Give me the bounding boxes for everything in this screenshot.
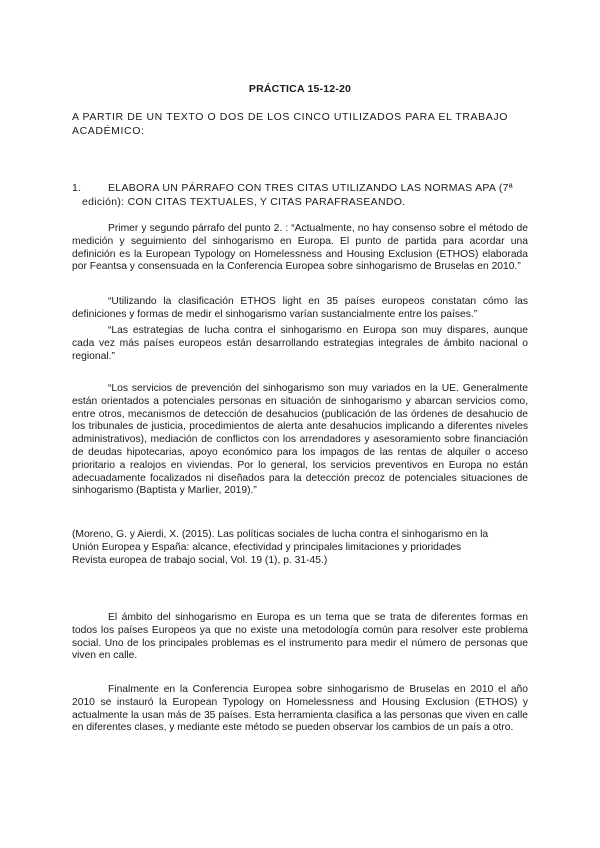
quote-paragraph-2: “Utilizando la clasificación ETHOS light en 35 países europeos constatan cómo las definiciones y formas de medir el sinhogarismo varían sustancialmente entre los países.” <box>72 296 528 320</box>
reference-line-3: Revista europea de trabajo social, Vol. 19 (1), p. 31-45.) <box>72 554 328 566</box>
item-number: 1. <box>72 182 82 194</box>
assignment-heading: A PARTIR DE UN TEXTO O DOS DE LOS CINCO UTILIZADOS PARA EL TRABAJO ACADÉMICO: <box>72 111 508 137</box>
quote-paragraph-3: “Las estrategias de lucha contra el sinhogarismo en Europa son muy dispares, aunque cada vez más países europeos están desarrollando estrategias integrales de ámbito nacional o regional.” <box>72 325 528 362</box>
paraphrase-paragraph-2: Finalmente en la Conferencia Europea sobre sinhogarismo de Bruselas en 2010 el año 2010 se instauró la European Typology on Homelessness and Housing Exclusion (ETHOS) y actualmente la usan más de 35 países. Esta herramienta clasifica a las personas que viven en calle en diferentes clases, y mediante este método se pueden observar los cambios de un país a otro. <box>72 684 528 734</box>
quote-paragraph-4: “Los servicios de prevención del sinhogarismo son muy variados en la UE. Generalmente están orientados a potenciales personas en situación de sinhogarismo y abarcan servicios como, entre otros, mecanismos de detección de desahucios (publicación de las órdenes de desahucio de los tribunales de justicia, procedimientos de alerta ante desahucios implicando a diferentes niveles administrativos), mediación de conflictos con los arrendadores y asesoramiento sobre financiación de deudas hipotecarias, apoyo económico para los impagos de las rentas de alquiler o acceso prioritario a realojos en viviendas. Por lo general, los servicios preventivos en Europa no están adecuadamente focalizados ni diseñados para la detección precoz de potenciales situaciones de sinhogarismo (Baptista y Marlier, 2019).” <box>72 383 528 497</box>
reference-line-2: Unión Europea y España: alcance, efectividad y principales limitaciones y prioridades <box>72 541 462 553</box>
item-text-line-1: ELABORA UN PÁRRAFO CON TRES CITAS UTILIZANDO LAS NORMAS APA (7ª <box>108 182 513 194</box>
item-text <box>82 181 528 209</box>
item-text-line-2: edición): CON CITAS TEXTUALES, Y CITAS PARAFRASEANDO. <box>82 196 406 208</box>
reference-line-1: (Moreno, G. y Aierdi, X. (2015). Las políticas sociales de lucha contra el sinhogarismo en la <box>72 529 489 540</box>
paraphrase-paragraph-1: El ámbito del sinhogarismo en Europa es un tema que se trata de diferentes formas en todos los países Europeos ya que no existe una metodología común para resolver este problema social. Uno de los principales problemas es el instrumento para medir el número de personas que viven en calle. <box>72 612 528 662</box>
quote-paragraph-1: Primer y segundo párrafo del punto 2. : “Actualmente, no hay consenso sobre el método de medición y seguimiento del sinhogarismo en Europa. El punto de partida para acordar una definición es la European Typology on Homelessness and Housing Exclusion (ETHOS) elaborada por Feantsa y consensuada en la Conferencia Europea sobre sinhogarismo de Bruselas en 2010.” <box>72 223 528 273</box>
page-title: PRÁCTICA 15-12-20 <box>248 83 352 95</box>
reference-citation <box>72 529 528 567</box>
numbered-item <box>72 181 528 209</box>
